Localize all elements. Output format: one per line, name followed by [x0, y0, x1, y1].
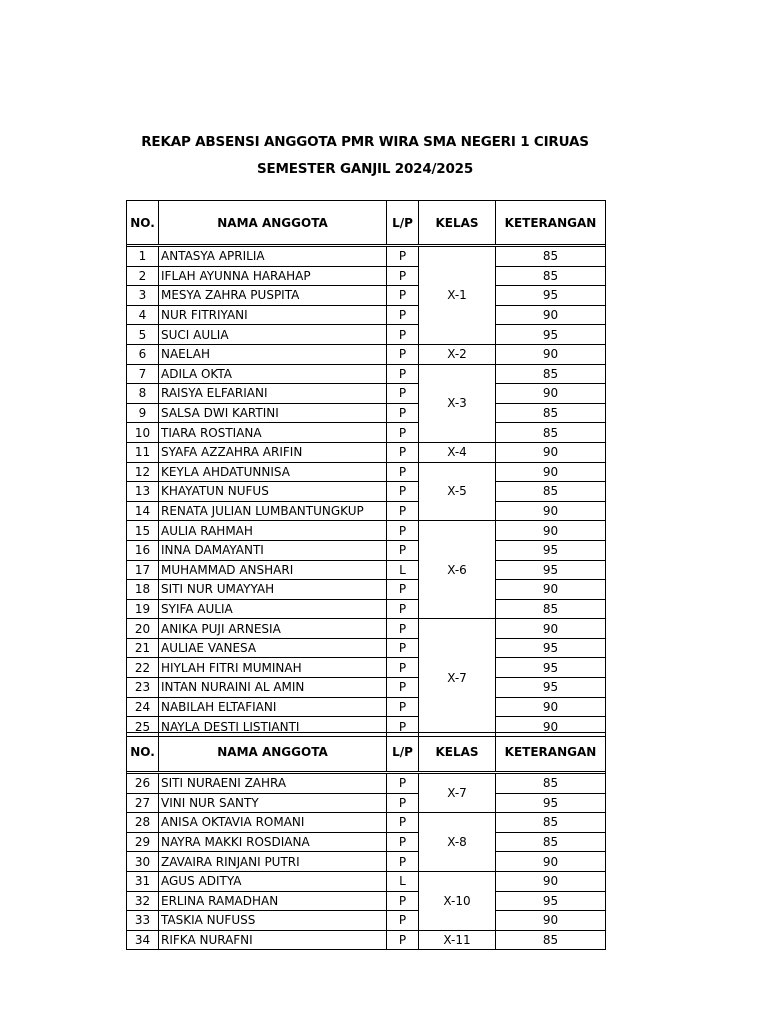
- member-gender: P: [387, 678, 419, 698]
- member-name: MESYA ZAHRA PUSPITA: [159, 286, 387, 306]
- member-name: ZAVAIRA RINJANI PUTRI: [159, 852, 387, 872]
- member-name: INNA DAMAYANTI: [159, 540, 387, 560]
- member-class: X-1: [419, 247, 496, 345]
- table-row: [127, 599, 606, 619]
- row-number: 6: [127, 344, 159, 364]
- member-name: ANTASYA APRILIA: [159, 247, 387, 267]
- row-number: 30: [127, 852, 159, 872]
- member-name: AULIAE VANESA: [159, 638, 387, 658]
- table-row: [127, 266, 606, 286]
- member-score: 95: [496, 540, 606, 560]
- member-class: X-8: [419, 813, 496, 872]
- member-gender: P: [387, 891, 419, 911]
- table-row: [127, 658, 606, 678]
- member-class: X-3: [419, 364, 496, 442]
- header-lp: L/P: [387, 733, 419, 772]
- member-score: 90: [496, 717, 606, 737]
- member-class: X-2: [419, 344, 496, 364]
- member-gender: P: [387, 462, 419, 482]
- row-number: 9: [127, 403, 159, 423]
- member-gender: P: [387, 658, 419, 678]
- table-row: [127, 560, 606, 580]
- member-gender: P: [387, 266, 419, 286]
- member-name: ADILA OKTA: [159, 364, 387, 384]
- table-header-row: [127, 201, 606, 245]
- member-score: 85: [496, 813, 606, 833]
- row-number: 7: [127, 364, 159, 384]
- row-number: 22: [127, 658, 159, 678]
- member-score: 85: [496, 482, 606, 502]
- member-score: 90: [496, 619, 606, 639]
- member-name: SYAFA AZZAHRA ARIFIN: [159, 442, 387, 462]
- member-name: AULIA RAHMAH: [159, 521, 387, 541]
- row-number: 17: [127, 560, 159, 580]
- member-gender: L: [387, 871, 419, 891]
- member-name: NAELAH: [159, 344, 387, 364]
- member-gender: L: [387, 560, 419, 580]
- header-kelas: KELAS: [419, 733, 496, 772]
- member-gender: P: [387, 852, 419, 872]
- member-gender: P: [387, 364, 419, 384]
- header-keterangan: KETERANGAN: [496, 201, 606, 245]
- row-number: 34: [127, 930, 159, 950]
- member-name: IFLAH AYUNNA HARAHAP: [159, 266, 387, 286]
- member-score: 85: [496, 247, 606, 267]
- row-number: 26: [127, 774, 159, 794]
- table-row: [127, 325, 606, 345]
- table-row: [127, 501, 606, 521]
- member-class: X-5: [419, 462, 496, 521]
- member-name: SALSA DWI KARTINI: [159, 403, 387, 423]
- row-number: 27: [127, 793, 159, 813]
- header-no: NO.: [127, 733, 159, 772]
- row-number: 25: [127, 717, 159, 737]
- member-score: 90: [496, 442, 606, 462]
- member-name: NAYRA MAKKI ROSDIANA: [159, 832, 387, 852]
- member-score: 85: [496, 266, 606, 286]
- row-number: 31: [127, 871, 159, 891]
- table-row: [127, 619, 606, 639]
- member-score: 90: [496, 305, 606, 325]
- member-class: X-10: [419, 871, 496, 930]
- member-score: 85: [496, 930, 606, 950]
- member-score: 95: [496, 793, 606, 813]
- table-row: [127, 930, 606, 950]
- member-gender: P: [387, 619, 419, 639]
- member-class: X-6: [419, 521, 496, 619]
- member-gender: P: [387, 482, 419, 502]
- member-class: X-7: [419, 774, 496, 813]
- member-gender: P: [387, 774, 419, 794]
- member-gender: P: [387, 580, 419, 600]
- member-gender: P: [387, 813, 419, 833]
- row-number: 23: [127, 678, 159, 698]
- document-title: REKAP ABSENSI ANGGOTA PMR WIRA SMA NEGERI 1 CIRUAS: [141, 134, 589, 150]
- row-number: 18: [127, 580, 159, 600]
- row-number: 16: [127, 540, 159, 560]
- member-name: KHAYATUN NUFUS: [159, 482, 387, 502]
- member-gender: P: [387, 384, 419, 404]
- member-name: ANISA OKTAVIA ROMANI: [159, 813, 387, 833]
- member-score: 90: [496, 871, 606, 891]
- member-gender: P: [387, 423, 419, 443]
- member-score: 95: [496, 678, 606, 698]
- table-row: [127, 442, 606, 462]
- member-gender: P: [387, 305, 419, 325]
- member-name: ANIKA PUJI ARNESIA: [159, 619, 387, 639]
- header-kelas: KELAS: [419, 201, 496, 245]
- member-name: RIFKA NURAFNI: [159, 930, 387, 950]
- header-keterangan: KETERANGAN: [496, 733, 606, 772]
- member-score: 90: [496, 344, 606, 364]
- member-gender: P: [387, 638, 419, 658]
- table-row: [127, 364, 606, 384]
- row-number: 20: [127, 619, 159, 639]
- member-score: 95: [496, 891, 606, 911]
- table-row: [127, 521, 606, 541]
- member-gender: P: [387, 930, 419, 950]
- member-score: 90: [496, 697, 606, 717]
- header-lp: L/P: [387, 201, 419, 245]
- table-row: [127, 344, 606, 364]
- row-number: 29: [127, 832, 159, 852]
- member-name: AGUS ADITYA: [159, 871, 387, 891]
- member-score: 85: [496, 364, 606, 384]
- member-name: KEYLA AHDATUNNISA: [159, 462, 387, 482]
- member-score: 90: [496, 462, 606, 482]
- table-row: [127, 852, 606, 872]
- row-number: 14: [127, 501, 159, 521]
- row-number: 4: [127, 305, 159, 325]
- member-score: 95: [496, 658, 606, 678]
- member-gender: P: [387, 325, 419, 345]
- table-row: [127, 697, 606, 717]
- member-name: SITI NURAENI ZAHRA: [159, 774, 387, 794]
- member-score: 95: [496, 560, 606, 580]
- member-gender: P: [387, 344, 419, 364]
- member-name: RAISYA ELFARIANI: [159, 384, 387, 404]
- member-score: 90: [496, 521, 606, 541]
- member-score: 85: [496, 423, 606, 443]
- member-name: MUHAMMAD ANSHARI: [159, 560, 387, 580]
- member-score: 95: [496, 286, 606, 306]
- attendance-table-2: [126, 732, 606, 950]
- member-name: NABILAH ELTAFIANI: [159, 697, 387, 717]
- table-row: [127, 540, 606, 560]
- header-no: NO.: [127, 201, 159, 245]
- member-class: X-4: [419, 442, 496, 462]
- row-number: 32: [127, 891, 159, 911]
- table-row: [127, 482, 606, 502]
- row-number: 15: [127, 521, 159, 541]
- member-name: TASKIA NUFUSS: [159, 911, 387, 931]
- member-gender: P: [387, 442, 419, 462]
- header-name: NAMA ANGGOTA: [159, 201, 387, 245]
- member-name: SITI NUR UMAYYAH: [159, 580, 387, 600]
- table-row: [127, 911, 606, 931]
- member-class: X-7: [419, 619, 496, 737]
- member-name: VINI NUR SANTY: [159, 793, 387, 813]
- row-number: 5: [127, 325, 159, 345]
- member-gender: P: [387, 501, 419, 521]
- member-score: 90: [496, 852, 606, 872]
- table-row: [127, 462, 606, 482]
- attendance-table-1: [126, 200, 606, 737]
- member-gender: P: [387, 911, 419, 931]
- member-gender: P: [387, 540, 419, 560]
- table-header-row: [127, 733, 606, 772]
- member-gender: P: [387, 697, 419, 717]
- table-row: [127, 580, 606, 600]
- member-score: 90: [496, 384, 606, 404]
- row-number: 21: [127, 638, 159, 658]
- member-gender: P: [387, 247, 419, 267]
- table-row: [127, 305, 606, 325]
- member-score: 95: [496, 638, 606, 658]
- table-row: [127, 871, 606, 891]
- table-row: [127, 384, 606, 404]
- member-score: 85: [496, 599, 606, 619]
- member-name: HIYLAH FITRI MUMINAH: [159, 658, 387, 678]
- member-name: SYIFA AULIA: [159, 599, 387, 619]
- member-name: NAYLA DESTI LISTIANTI: [159, 717, 387, 737]
- member-score: 95: [496, 325, 606, 345]
- row-number: 8: [127, 384, 159, 404]
- row-number: 11: [127, 442, 159, 462]
- document-subtitle: SEMESTER GANJIL 2024/2025: [256, 161, 474, 177]
- member-gender: P: [387, 521, 419, 541]
- table-row: [127, 832, 606, 852]
- table-row: [127, 774, 606, 794]
- table-row: [127, 247, 606, 267]
- member-name: NUR FITRIYANI: [159, 305, 387, 325]
- member-score: 90: [496, 911, 606, 931]
- member-score: 90: [496, 580, 606, 600]
- member-gender: P: [387, 599, 419, 619]
- row-number: 33: [127, 911, 159, 931]
- member-gender: P: [387, 717, 419, 737]
- member-name: INTAN NURAINI AL AMIN: [159, 678, 387, 698]
- member-name: TIARA ROSTIANA: [159, 423, 387, 443]
- row-number: 13: [127, 482, 159, 502]
- member-class: X-11: [419, 930, 496, 950]
- row-number: 28: [127, 813, 159, 833]
- row-number: 2: [127, 266, 159, 286]
- row-number: 12: [127, 462, 159, 482]
- row-number: 24: [127, 697, 159, 717]
- member-score: 85: [496, 403, 606, 423]
- table-row: [127, 891, 606, 911]
- member-gender: P: [387, 403, 419, 423]
- header-name: NAMA ANGGOTA: [159, 733, 387, 772]
- table-row: [127, 793, 606, 813]
- table-row: [127, 423, 606, 443]
- table-row: [127, 813, 606, 833]
- member-gender: P: [387, 832, 419, 852]
- row-number: 1: [127, 247, 159, 267]
- member-gender: P: [387, 793, 419, 813]
- row-number: 19: [127, 599, 159, 619]
- row-number: 10: [127, 423, 159, 443]
- member-name: SUCI AULIA: [159, 325, 387, 345]
- member-score: 85: [496, 832, 606, 852]
- member-score: 90: [496, 501, 606, 521]
- table-row: [127, 638, 606, 658]
- table-row: [127, 678, 606, 698]
- member-gender: P: [387, 286, 419, 306]
- table-row: [127, 286, 606, 306]
- row-number: 3: [127, 286, 159, 306]
- member-name: RENATA JULIAN LUMBANTUNGKUP: [159, 501, 387, 521]
- member-score: 85: [496, 774, 606, 794]
- table-row: [127, 403, 606, 423]
- member-name: ERLINA RAMADHAN: [159, 891, 387, 911]
